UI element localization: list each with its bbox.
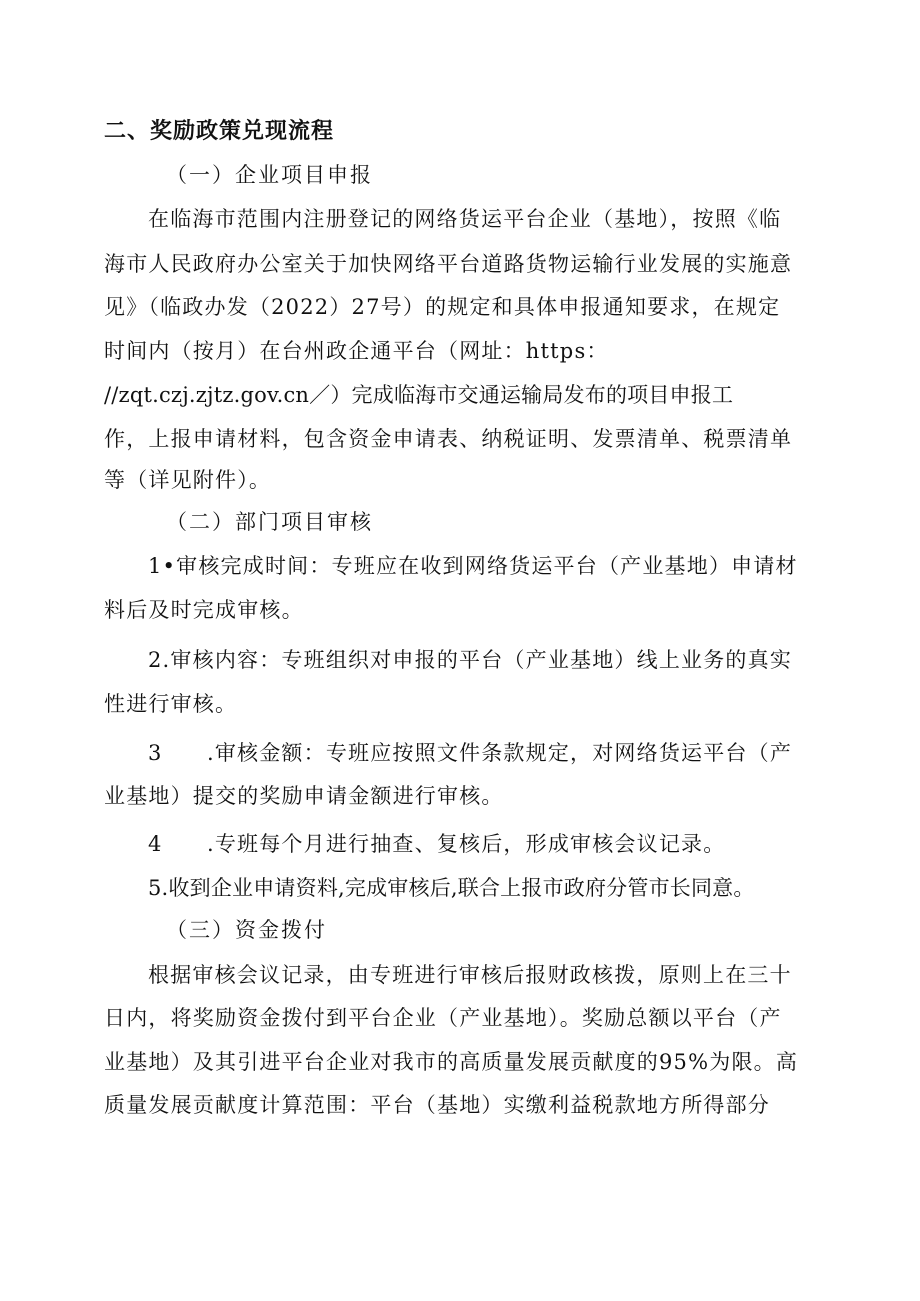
paragraph-line: 质量发展贡献度计算范围：平台（基地）实缴利益税款地方所得部分 — [104, 1093, 770, 1117]
list-item-line: 1•审核完成时间：专班应在收到网络货运平台（产业基地）申请材 — [148, 554, 798, 578]
list-item-line: 业基地）提交的奖励申请金额进行审核。 — [104, 784, 504, 808]
paragraph-line: 等（详见附件）。 — [104, 468, 272, 492]
subsection-heading-2: （二）部门项目审核 — [166, 510, 373, 534]
list-item-line: 2.审核内容：专班组织对申报的平台（产业基地）线上业务的真实 — [148, 648, 793, 672]
paragraph-line: 业基地）及其引进平台企业对我市的高质量发展贡献度的95%为限。高 — [104, 1050, 799, 1074]
paragraph-line: 作，上报申请材料，包含资金申请表、纳税证明、发票清单、税票清单 — [104, 427, 793, 451]
list-item-line: 4 .专班每个月进行抽查、复核后，形成审核会议记录。 — [148, 832, 726, 856]
paragraph-line: 海市人民政府办公室关于加快网络平台道路货物运输行业发展的实施意 — [104, 252, 793, 276]
list-item-line: 5.收到企业申请资料,完成审核后,联合上报市政府分管市长同意。 — [148, 876, 755, 900]
subsection-heading-1: （一）企业项目申报 — [166, 163, 373, 187]
paragraph-line: 根据审核会议记录，由专班进行审核后报财政核拨，原则上在三十 — [148, 963, 792, 987]
paragraph-line: //zqt.czj.zjtz.gov.cn／）完成临海市交通运输局发布的项目申报工 — [104, 383, 734, 407]
paragraph-line: 见》（临政办发（2022）27号）的规定和具体申报通知要求，在规定 — [104, 295, 781, 319]
section-title: 二、奖励政策兑现流程 — [104, 119, 335, 144]
list-item-line: 3 .审核金额：专班应按照文件条款规定，对网络货运平台（产 — [148, 741, 793, 765]
subsection-heading-3: （三）资金拨付 — [166, 918, 327, 942]
paragraph-line: 时间内（按月）在台州政企通平台（网址：https： — [104, 339, 609, 363]
list-item-line: 性进行审核。 — [104, 692, 238, 716]
paragraph-line: 在临海市范围内注册登记的网络货运平台企业（基地），按照《临 — [148, 207, 782, 231]
list-item-line: 料后及时完成审核。 — [104, 598, 304, 622]
paragraph-line: 日内，将奖励资金拨付到平台企业（产业基地）。奖励总额以平台（产 — [104, 1006, 782, 1030]
